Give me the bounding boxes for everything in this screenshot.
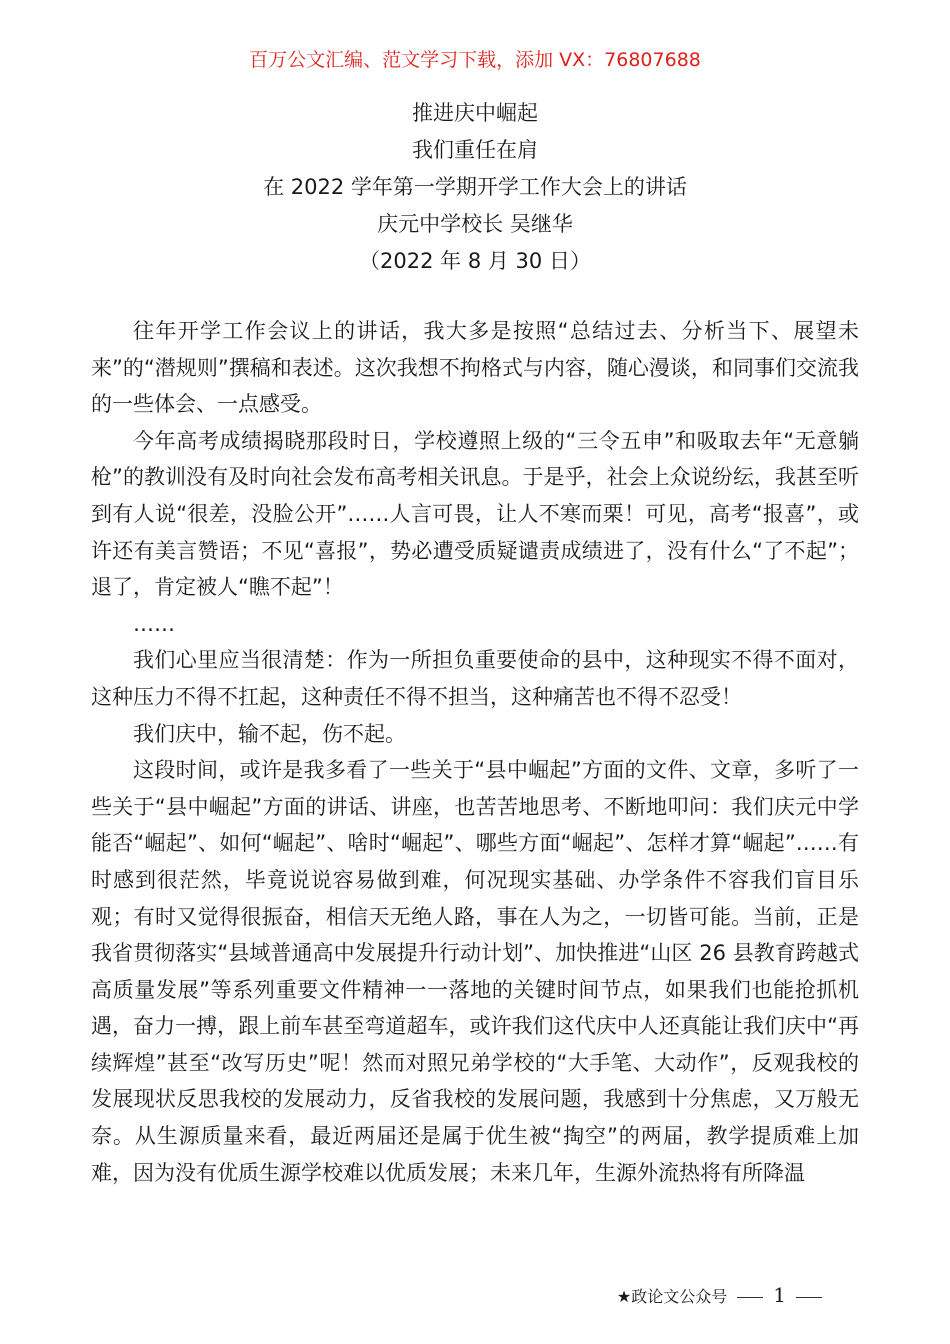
- title-occasion: 在 2022 学年第一学期开学工作大会上的讲话: [263, 175, 687, 199]
- title-main: 推进庆中崛起: [412, 101, 538, 125]
- title-subtitle: 我们重任在肩: [412, 138, 538, 162]
- footer-dash-left: [737, 1297, 763, 1298]
- watermark-banner: 百万公文汇编、范文学习下载，添加 VX：76807688: [249, 49, 701, 71]
- page-footer: [617, 1280, 832, 1312]
- paragraph: 这段时间，或许是我多看了一些关于“县中崛起”方面的文件、文章，多听了一些关于“县中崛起”方面的讲话、讲座，也苦苦地思考、不断地叩问：我们庆元中学能否“崛起”、如何“崛起”、啥时“崛起”、哪些方面“崛起”、怎样才算“崛起”……有时感到很茫然，毕竟说说容易做到难，何况现实基础、办学条件不容我们盲目乐观；有时又觉得很振奋，相信天无绝人路，事在人为之，一切皆可能。当前，正是我省贯彻落实“县域普通高中发展提升行动计划”、加快推进“山区 26 县教育跨越式高质量发展”等系列重要文件精神一一落地的关键时间节点，如果我们也能抢抓机遇，奋力一搏，跟上前车甚至弯道超车，或许我们这代庆中人还真能让我们庆中“再续辉煌”甚至“改写历史”呢！然而对照兄弟学校的“大手笔、大动作”，反观我校的发展现状反思我校的发展动力，反省我校的发展问题，我感到十分焦虑，又万般无奈。从生源质量来看，最近两届还是属于优生被“掏空”的两届，教学提质难上加难，因为没有优质生源学校难以优质发展；未来几年，生源外流热将有所降温: [91, 758, 859, 1185]
- paragraph: 往年开学工作会议上的讲话，我大多是按照“总结过去、分析当下、展望未来”的“潜规则”撰稿和表述。这次我想不拘格式与内容，随心漫谈，和同事们交流我的一些体会、一点感受。: [91, 319, 859, 417]
- paragraph: ……: [133, 611, 175, 636]
- title-author: 庆元中学校长 吴继华: [377, 212, 573, 236]
- footer-dash-right: [796, 1297, 822, 1298]
- paragraph: 我们心里应当很清楚：作为一所担负重要使命的县中，这种现实不得不面对，这种压力不得不扛起，这种责任不得不担当，这种痛苦也不得不忍受！: [91, 648, 859, 709]
- page-number: 1: [773, 1283, 786, 1307]
- paragraph: 今年高考成绩揭晓那段时日，学校遵照上级的“三令五申”和吸取去年“无意躺枪”的教训没有及时向社会发布高考相关讯息。于是乎，社会上众说纷纭，我甚至听到有人说“很差，没脸公开”……人言可畏，让人不寒而栗！可见，高考“报喜”，或许还有美言赞语；不见“喜报”，势必遭受质疑谴责成绩进了，没有什么“了不起”；退了，肯定被人“瞧不起”！: [91, 428, 859, 600]
- footer-label: ★政论文公众号: [616, 1287, 728, 1306]
- speech-body: [91, 313, 859, 1191]
- title-block: [0, 95, 950, 280]
- paragraph: 我们庆中，输不起，伤不起。: [133, 721, 406, 746]
- title-date: （2022 年 8 月 30 日）: [359, 249, 591, 273]
